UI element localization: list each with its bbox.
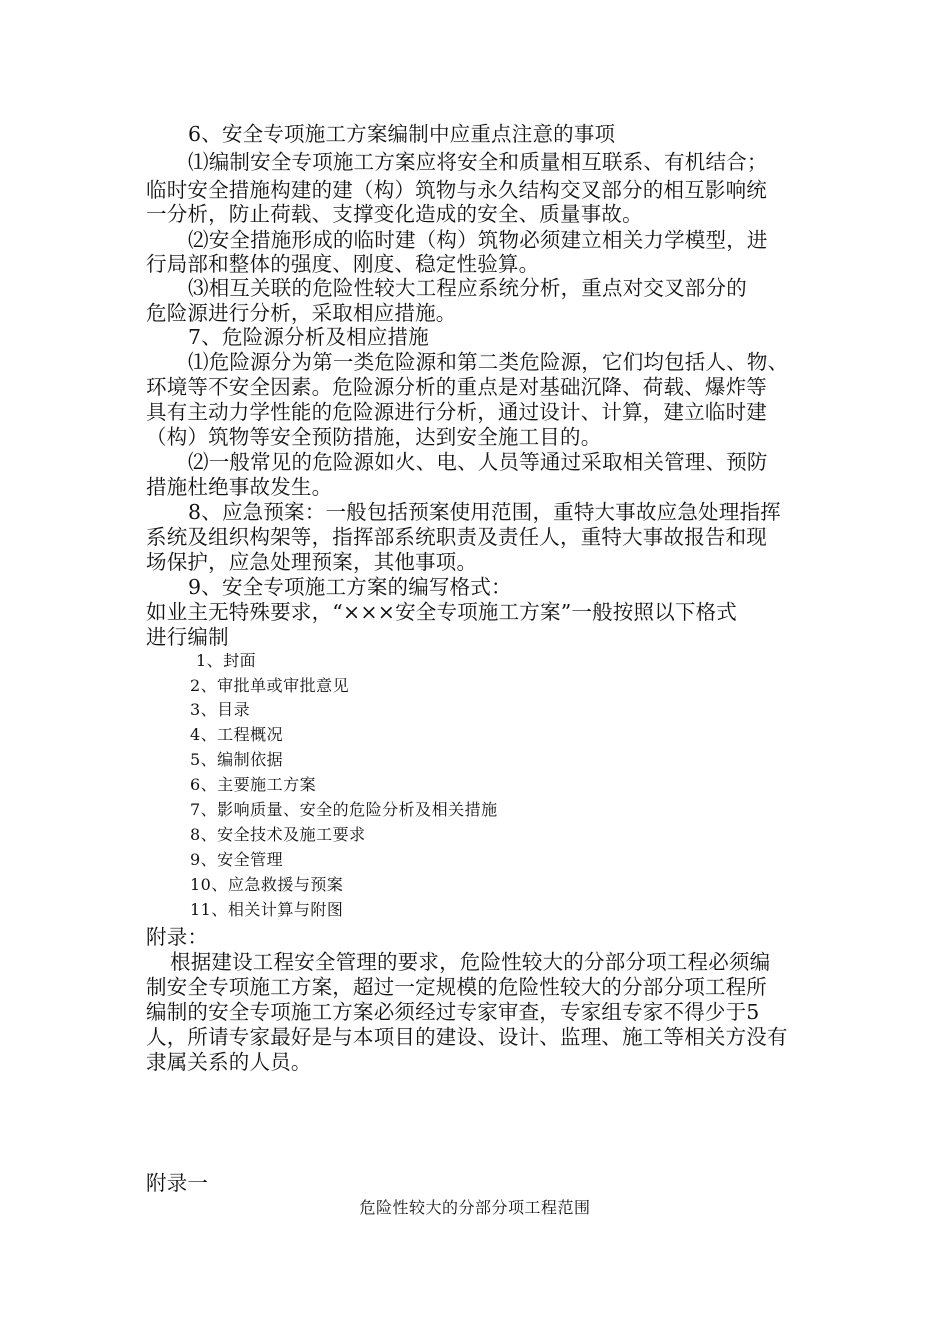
appendix-body-line-2: 制安全专项施工方案，超过一定规模的危险性较大的分部分项工程所: [146, 975, 767, 999]
section-6-p2-line-2: 行局部和整体的强度、刚度、稳定性验算。: [146, 252, 540, 276]
section-6-p1-line-2: 临时安全措施构建的建（构）筑物与永久结构交叉部分的相互影响统: [146, 178, 767, 202]
section-9-intro-line-1: 如业主无特殊要求，“×××安全专项施工方案”一般按照以下格式: [146, 600, 737, 624]
format-list-item: 4、工程概况: [190, 725, 284, 744]
format-list-item: 8、安全技术及施工要求: [190, 825, 366, 844]
format-list-item: 2、审批单或审批意见: [190, 676, 350, 695]
format-list-item: 11、相关计算与附图: [190, 900, 344, 919]
appendix-body-line-1: 根据建设工程安全管理的要求，危险性较大的分部分项工程必须编: [170, 950, 771, 974]
section-9-intro-line-2: 进行编制: [146, 625, 229, 649]
section-7-p1-line-3: 具有主动力学性能的危险源进行分析，通过设计、计算，建立临时建: [146, 400, 767, 424]
appendix-body-line-4: 人，所请专家最好是与本项目的建设、设计、监理、施工等相关方没有: [146, 1025, 788, 1049]
section-6-p3-line-2: 危险源进行分析，采取相应措施。: [146, 301, 457, 325]
section-6-p1-line-1: ⑴编制安全专项施工方案应将安全和质量相互联系、有机结合；: [188, 150, 768, 174]
appendix-body-line-3: 编制的安全专项施工方案必须经过专家审查，专家组专家不得少于5: [146, 1000, 760, 1024]
section-6-p2-line-1: ⑵安全措施形成的临时建（构）筑物必须建立相关力学模型，进: [188, 228, 768, 252]
section-8-line-3: 场保护，应急处理预案，其他事项。: [146, 550, 478, 574]
format-list-item: 6、主要施工方案: [190, 775, 317, 794]
format-list-item: 7、影响质量、安全的危险分析及相关措施: [190, 800, 498, 819]
section-6-p3-line-1: ⑶相互关联的危险性较大工程应系统分析，重点对交叉部分的: [188, 276, 747, 300]
format-list-item: 10、应急救援与预案: [190, 875, 344, 894]
section-6-heading: 6、安全专项施工方案编制中应重点注意的事项: [188, 122, 616, 146]
section-8-line-1: 8、应急预案：一般包括预案使用范围，重特大事故应急处理指挥: [188, 500, 781, 524]
section-7-p1-line-4: （构）筑物等安全预防措施，达到安全施工目的。: [146, 425, 602, 449]
section-7-p1-line-1: ⑴危险源分为第一类危险源和第二类危险源，它们均包括人、物、: [188, 350, 789, 374]
section-7-heading: 7、危险源分析及相应措施: [188, 325, 429, 349]
appendix-1-title: 危险性较大的分部分项工程范围: [359, 1198, 591, 1217]
section-7-p2-line-1: ⑵一般常见的危险源如火、电、人员等通过采取相关管理、预防: [188, 450, 768, 474]
section-8-line-2: 系统及组织构架等，指挥部系统职责及责任人，重特大事故报告和现: [146, 525, 767, 549]
section-6-p1-line-3: 一分析，防止荷载、支撑变化造成的安全、质量事故。: [146, 202, 643, 226]
appendix-label: 附录：: [146, 925, 209, 949]
appendix-body-line-5: 隶属关系的人员。: [146, 1050, 312, 1074]
format-list-item: 1、封面: [196, 651, 257, 670]
format-list-item: 9、安全管理: [190, 850, 284, 869]
format-list-item: 5、编制依据: [190, 750, 284, 769]
section-9-heading: 9、安全专项施工方案的编写格式：: [188, 575, 512, 599]
section-7-p2-line-2: 措施杜绝事故发生。: [146, 475, 333, 499]
section-7-p1-line-2: 环境等不安全因素。危险源分析的重点是对基础沉降、荷载、爆炸等: [146, 375, 767, 399]
appendix-1-label: 附录一: [146, 1171, 209, 1195]
format-list-item: 3、目录: [190, 700, 251, 719]
